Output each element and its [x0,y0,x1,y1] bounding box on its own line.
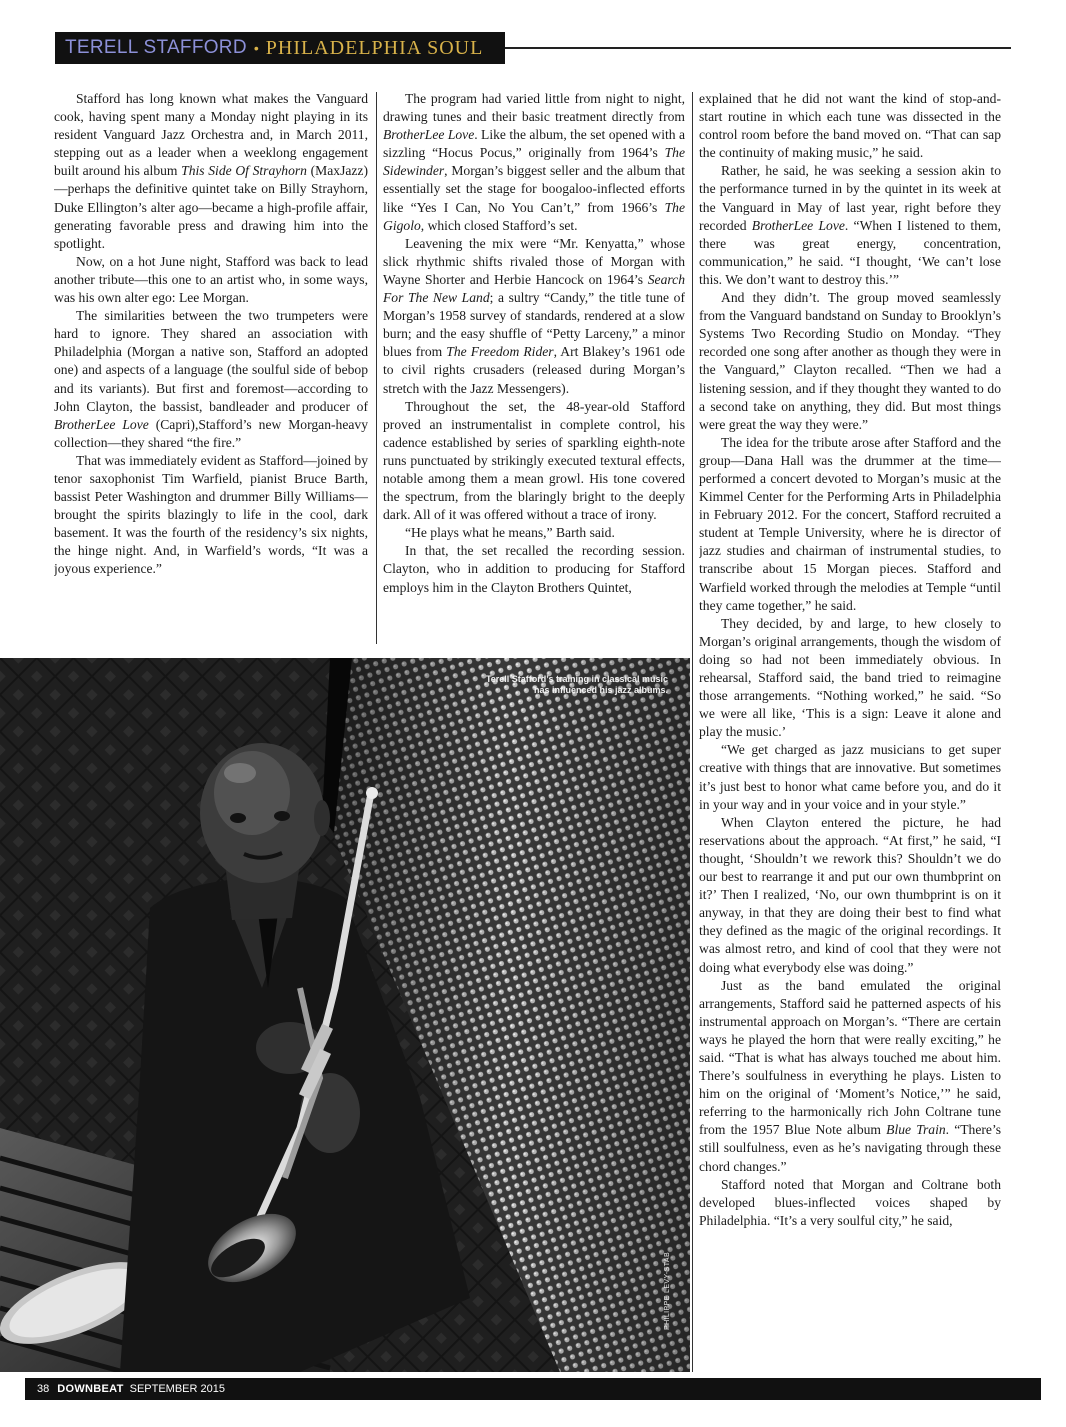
article-paragraph: And they didn’t. The group moved seamlessly from the Vanguard bandstand on Sunday to Brooklyn’s Systems Two Recording Studio on Monday. “They recorded one song after another as though they were in the Vanguard,” Clayton recalled. “Then we had a listening session, and if they thought they wanted to do a second take on anything, they did. But most things were great the way they were.” [699,290,1001,432]
header-separator: • [253,40,259,56]
article-paragraph: Stafford noted that Morgan and Coltrane both developed blues-inflected voices shaped by Philadelphia. “It’s a very soulful city,” he said, [699,1176,1001,1228]
article-paragraph: explained that he did not want the kind of stop-and-start routine in which each tune was dissected in the control room before the band moved on. “That can sap the continuity of making music,” he said. [699,91,1001,161]
article-column-1 [54,90,368,646]
article-paragraph: The program had varied little from night to night, drawing tunes and their basic treatment directly from BrotherLee Love. Like the album, the set opened with a sizzling “Hocus Pocus,” originally from 1964’s The Sidewinder, Morgan’s biggest seller and the album that essentially set the stage for boogaloo-inflected efforts like “Yes I Can, No You Can’t,” from 1966’s The Gigolo, which closed Stafford’s set. [383,91,685,233]
article-paragraph: Stafford has long known what makes the Vanguard cook, having spent many a Monday night playing in its resident Vanguard Jazz Orchestra and, in March 2011, stepping out as a leader when a weeklong engagement built around his album This Side Of Strayhorn (MaxJazz)—perhaps the definitive quintet take on Billy Strayhorn, Duke Ellington’s alter ago—became a high-profile affair, generating favorable press and drawing him into the spotlight. [54,91,368,251]
article-paragraph: That was immediately evident as Stafford—joined by tenor saxophonist Tim Warfield, pianist Bruce Barth, bassist Peter Washington and drummer Billy Williams—brought the spirits blazingly to life in the cool, dark basement. It was the fourth of the residency’s six nights, the hinge night. And, in Warfield’s words, “It was a joyous experience.” [54,452,368,577]
issue-date: SEPTEMBER 2015 [129,1383,225,1395]
page-footer [25,1378,1041,1400]
header-article-title: PHILADELPHIA SOUL [265,36,484,59]
article-paragraph: In that, the set recalled the recording session. Clayton, who in addition to producing for Stafford employs him in the Clayton Brothers Quintet, [383,543,685,595]
article-paragraph: Rather, he said, he was seeking a session akin to the performance turned in by the quintet in its week at the Vanguard in May of last year, right before they recorded BrotherLee Love. “When I listened to them, there was great energy, concentration, communication,” he said. “I thought, ‘We can’t lose this. We don’t want to destroy this.’” [699,163,1001,287]
trumpeter-photo-illustration [0,658,690,1372]
header-artist-name: TERELL STAFFORD [65,37,247,58]
photo-credit: PHILIPPE LEVY-STAB [664,1251,671,1330]
header-rule [505,47,1011,49]
column-divider [692,92,693,1372]
article-paragraph: “He plays what he means,” Barth said. [405,525,615,541]
article-paragraph: The similarities between the two trumpeters were hard to ignore. They shared an association with Philadelphia (Morgan a native son, Stafford an adopted one) and aspects of a language (the soulful side of bebop and its variants). But first and foremost—according to John Clayton, the bassist, bandleader and producer of BrotherLee Love (Capri),Stafford’s new Morgan-heavy collection—they shared “the fire.” [54,308,368,450]
article-paragraph: Just as the band emulated the original arrangements, Stafford said he patterned aspects of his instrumental approach on Morgan’s. “There are certain ways he played the horn that were really exciting,” he said. “That is what has always touched me about him. There’s soulfulness in everything he plays. Listen to him on the original of ‘Moment’s Notice,’” he said, referring to the harmonically rich John Coltrane tune from the 1957 Blue Note album Blue Train. “There’s still soulfulness, even as he’s navigating through these chord changes.” [699,977,1001,1174]
article-paragraph: “We get charged as jazz musicians to get super creative with things that are innovative. But sometimes it’s just best to honor what came before you, and do it in your way and in your voice and in your style.” [699,742,1001,812]
article-paragraph: Now, on a hot June night, Stafford was back to lead another tribute—this one to an artist who, in some ways, was his own alter ego: Lee Morgan. [54,253,368,306]
article-paragraph: Throughout the set, the 48-year-old Stafford proved an instrumentalist in complete control, his cadence established by series of sparkling eighth-note runs punctuated by strikingly executed textural effects, notable among them a mean growl. His tone covered the spectrum, from the blaringly bright to the deeply dark. All of it was offered without a trace of irony. [383,398,685,523]
article-paragraph: They decided, by and large, to hew closely to Morgan’s original arrangements, though the wisdom of doing so had not been immediately obvious. In rehearsal, Stafford said, the band tried to reimagine those arrangements. “Nothing worked,” he said. “So we were all like, ‘This is a sign: Leave it alone and play the music.’ [699,615,1001,740]
article-paragraph: Leavening the mix were “Mr. Kenyatta,” whose slick rhythmic shifts rivaled those of Morgan with Wayne Shorter and Herbie Hancock on 1964’s Search For The New Land; a sultry “Candy,” the title tune of Morgan’s 1958 survey of standards, rendered at a slow burn; and the easy shuffle of “Petty Larceny,” a minor blues from The Freedom Rider, Art Blakey’s 1961 ode to civil rights crusaders (released during Morgan’s stretch with the Jazz Messengers). [383,235,685,396]
magazine-name: DOWNBEAT [57,1383,124,1395]
article-column-2 [383,90,685,646]
feature-photo [0,658,690,1372]
article-paragraph: When Clayton entered the picture, he had reservations about the approach. “At first,” he said, “I thought, ‘Shouldn’t we rework this? Shouldn’t we do our best to rearrange it and put our own thumbprint on it?’ Then I realized, ‘No, our own thumbprint is on it anyway, in that they are doing their best to find what they defined as the magic of the original recordings. It was almost retro, and kind of cool that they were not doing what everybody else was doing.” [699,814,1001,975]
article-paragraph: The idea for the tribute arose after Stafford and the group—Dana Hall was the drummer at the time—performed a concert devoted to Morgan’s music at the Kimmel Center for the Performing Arts in Philadelphia in February 2012. For the concert, Stafford recruited a student at Temple University, where he is director of jazz studies and chairman of instrumental studies, to transcribe about 15 Morgan pieces. Stafford and Warfield worked through the melodies at Temple “until they came together,” he said. [699,434,1001,613]
column-divider [376,92,377,644]
photo-caption: Terell Stafford’s training in classical music has influenced his jazz albums. [485,674,668,695]
page-number: 38 [37,1383,50,1395]
article-column-3 [699,90,1001,1372]
running-header [55,32,505,64]
